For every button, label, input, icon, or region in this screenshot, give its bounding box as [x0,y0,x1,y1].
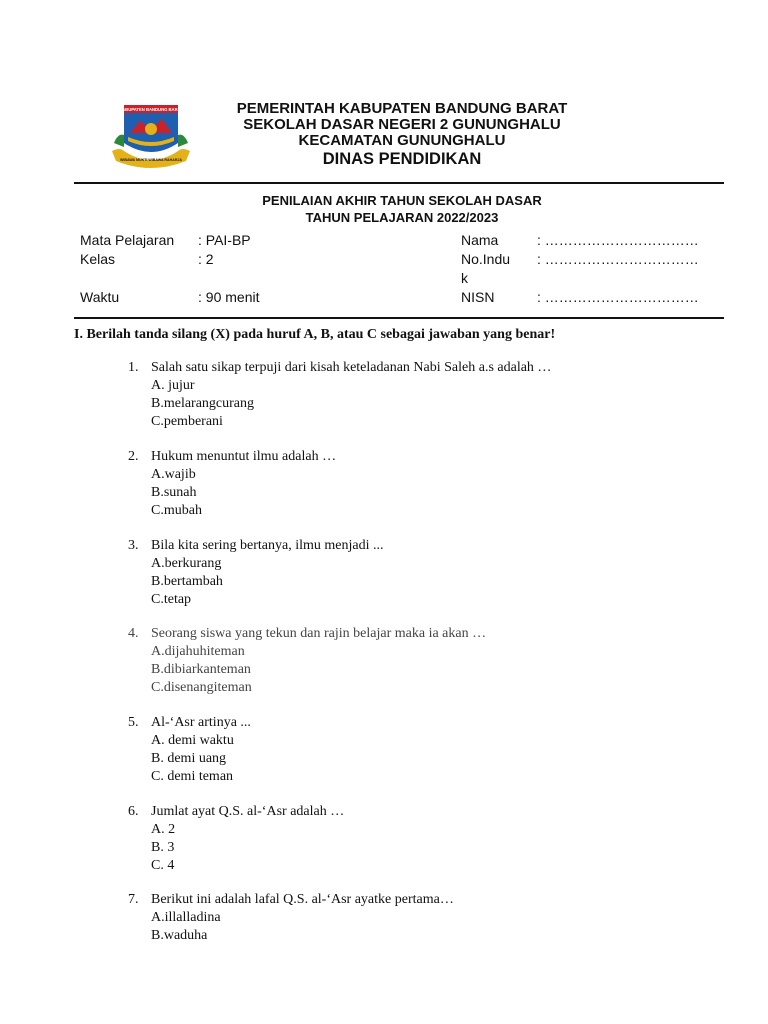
question-number: 6. [128,804,139,819]
option-c[interactable]: C.tetap [151,592,192,607]
info-divider [74,317,724,319]
name-label: Nama [461,232,499,248]
question-number: 3. [128,538,139,553]
option-c[interactable]: C. demi teman [151,769,234,784]
time-label: Waktu [80,289,120,305]
option-c[interactable]: C.mubah [151,503,202,518]
question-stem: Salah satu sikap terpuji dari kisah keteladanan Nabi Saleh a.s adalah … [151,360,552,375]
question-stem: Seorang siswa yang tekun dan rajin belajar maka ia akan … [151,626,487,641]
time-value: : 90 menit [198,289,260,305]
header-divider [74,182,724,184]
option-b[interactable]: B.melarangcurang [151,396,255,411]
logo-motto-text: WIBAWA MUKTI WIBAWA RAHARJA [119,158,183,162]
option-a[interactable]: A.berkurang [151,556,222,571]
header-school-name: SEKOLAH DASAR NEGERI 2 GUNUNGHALU [243,116,561,133]
option-a[interactable]: A. demi waktu [151,733,234,748]
nisn-field[interactable]: : …………………………… [537,289,699,305]
student-number-field[interactable]: : …………………………… [537,251,699,267]
student-number-label-wrap: k [461,270,468,286]
question-stem: Al-‘Asr artinya ... [151,715,251,730]
school-header [200,101,604,169]
subject-value: : PAI-BP [198,232,251,248]
option-a[interactable]: A. jujur [151,378,195,393]
student-number-label: No.Indu [461,251,511,267]
question-stem: Hukum menuntut ilmu adalah … [151,449,337,464]
question-number: 4. [128,626,139,641]
name-field[interactable]: : …………………………… [537,232,699,248]
subject-label: Mata Pelajaran [80,232,175,248]
option-b[interactable]: B. demi uang [151,751,227,766]
header-district: KECAMATAN GUNUNGHALU [298,132,506,149]
exam-title: PENILAIAN AKHIR TAHUN SEKOLAH DASAR [262,193,542,208]
nisn-label: NISN [461,289,495,305]
option-b[interactable]: B.dibiarkanteman [151,662,251,677]
question-stem: Jumlat ayat Q.S. al-‘Asr adalah … [151,804,345,819]
exam-title-block [200,192,604,226]
class-label: Kelas [80,251,116,267]
question-number: 7. [128,892,139,907]
option-b[interactable]: B.waduha [151,928,208,943]
question-number: 1. [128,360,139,375]
option-b[interactable]: B. 3 [151,840,175,855]
question-number: 2. [128,449,139,464]
option-c[interactable]: C.disenangiteman [151,680,252,695]
question-stem: Berikut ini adalah lafal Q.S. al-‘Asr ayatke pertama… [151,892,454,907]
question-number: 5. [128,715,139,730]
option-c[interactable]: C. 4 [151,858,175,873]
header-department: DINAS PENDIDIKAN [322,150,482,168]
option-a[interactable]: A.dijahuhiteman [151,644,245,659]
option-a[interactable]: A.wajib [151,467,196,482]
question-stem: Bila kita sering bertanya, ilmu menjadi ... [151,538,384,553]
option-a[interactable]: A. 2 [151,822,176,837]
class-value: : 2 [198,251,214,267]
logo-top-text: KABUPATEN BANDUNG BARAT [119,107,183,112]
option-a[interactable]: A.illalladina [151,910,221,925]
kabupaten-bandung-barat-logo [110,103,192,173]
exam-year: TAHUN PELAJARAN 2022/2023 [305,210,499,225]
option-c[interactable]: C.pemberani [151,414,223,429]
option-b[interactable]: B.sunah [151,485,197,500]
header-government: PEMERINTAH KABUPATEN BANDUNG BARAT [236,100,568,117]
option-b[interactable]: B.bertambah [151,574,223,589]
section-instruction: I. Berilah tanda silang (X) pada huruf A, B, atau C sebagai jawaban yang benar! [74,327,556,342]
